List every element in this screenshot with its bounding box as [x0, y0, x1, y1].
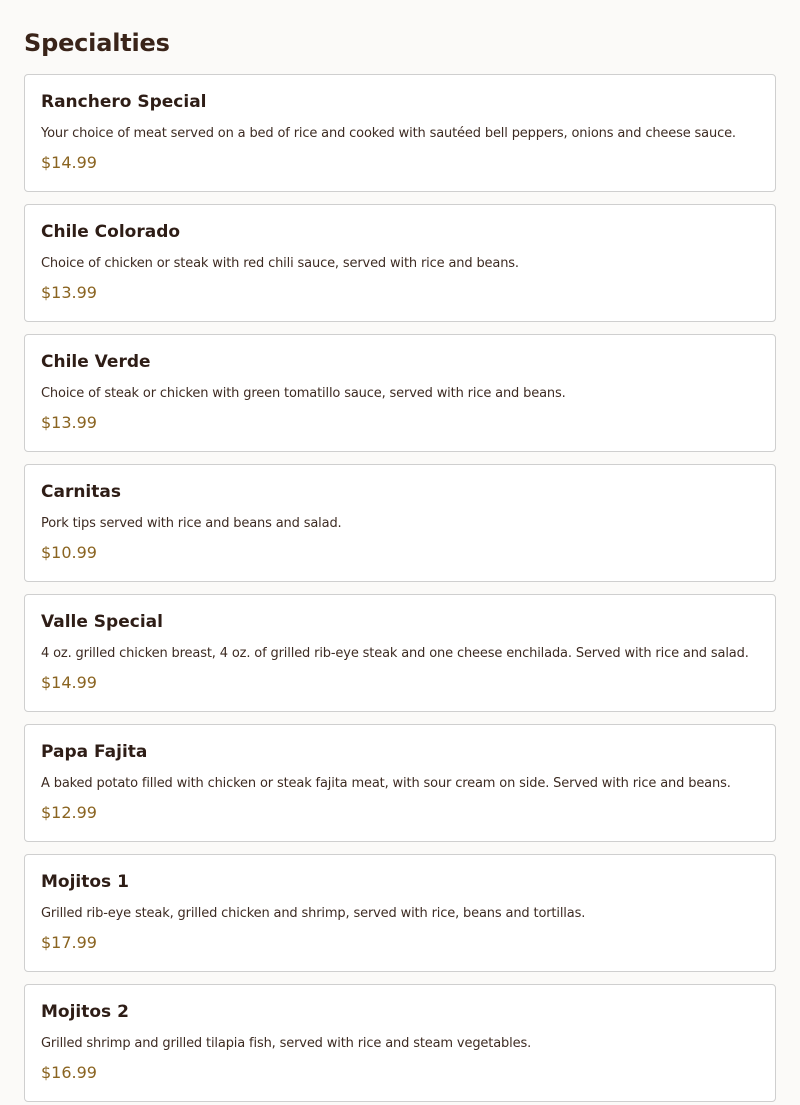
section-title: Specialties: [24, 29, 170, 57]
menu-item-name: Mojitos 1: [41, 872, 129, 892]
menu-item-description: Your choice of meat served on a bed of rice and cooked with sautéed bell peppers, onions and cheese sauce.: [41, 126, 736, 141]
menu-item-description: A baked potato filled with chicken or steak fajita meat, with sour cream on side. Served with rice and beans.: [41, 776, 731, 791]
menu-item-description: Choice of steak or chicken with green tomatillo sauce, served with rice and beans.: [41, 386, 566, 401]
menu-item-price: $14.99: [41, 673, 97, 692]
menu-item-name: Valle Special: [41, 612, 163, 632]
menu-item-price: $14.99: [41, 153, 97, 172]
menu-item-price: $13.99: [41, 283, 97, 302]
menu-item-price: $13.99: [41, 413, 97, 432]
menu-item-description: Grilled shrimp and grilled tilapia fish, served with rice and steam vegetables.: [41, 1036, 532, 1051]
menu-item-card[interactable]: [24, 464, 776, 582]
menu-item-list: [24, 74, 776, 1102]
menu-item-card[interactable]: [24, 204, 776, 322]
menu-item-card[interactable]: [24, 984, 776, 1102]
menu-item-description: Grilled rib-eye steak, grilled chicken and shrimp, served with rice, beans and tortillas.: [41, 906, 586, 921]
menu-item-name: Chile Colorado: [41, 222, 181, 242]
menu-item-card[interactable]: [24, 724, 776, 842]
menu-item-card[interactable]: [24, 334, 776, 452]
menu-item-price: $10.99: [41, 543, 97, 562]
menu-item-name: Papa Fajita: [41, 742, 148, 762]
menu-item-card[interactable]: [24, 594, 776, 712]
menu-item-description: 4 oz. grilled chicken breast, 4 oz. of grilled rib-eye steak and one cheese enchilada. Served with rice and salad.: [41, 646, 749, 661]
menu-item-price: $12.99: [41, 803, 97, 822]
menu-item-price: $16.99: [41, 1063, 97, 1082]
menu-item-card[interactable]: [24, 854, 776, 972]
menu-item-card[interactable]: [24, 74, 776, 192]
menu-item-name: Chile Verde: [41, 352, 151, 372]
menu-item-description: Choice of chicken or steak with red chili sauce, served with rice and beans.: [41, 256, 519, 271]
menu-item-description: Pork tips served with rice and beans and salad.: [41, 516, 342, 531]
menu-item-name: Ranchero Special: [41, 92, 207, 112]
menu-item-name: Carnitas: [41, 482, 121, 502]
menu-item-name: Mojitos 2: [41, 1002, 129, 1022]
menu-item-price: $17.99: [41, 933, 97, 952]
